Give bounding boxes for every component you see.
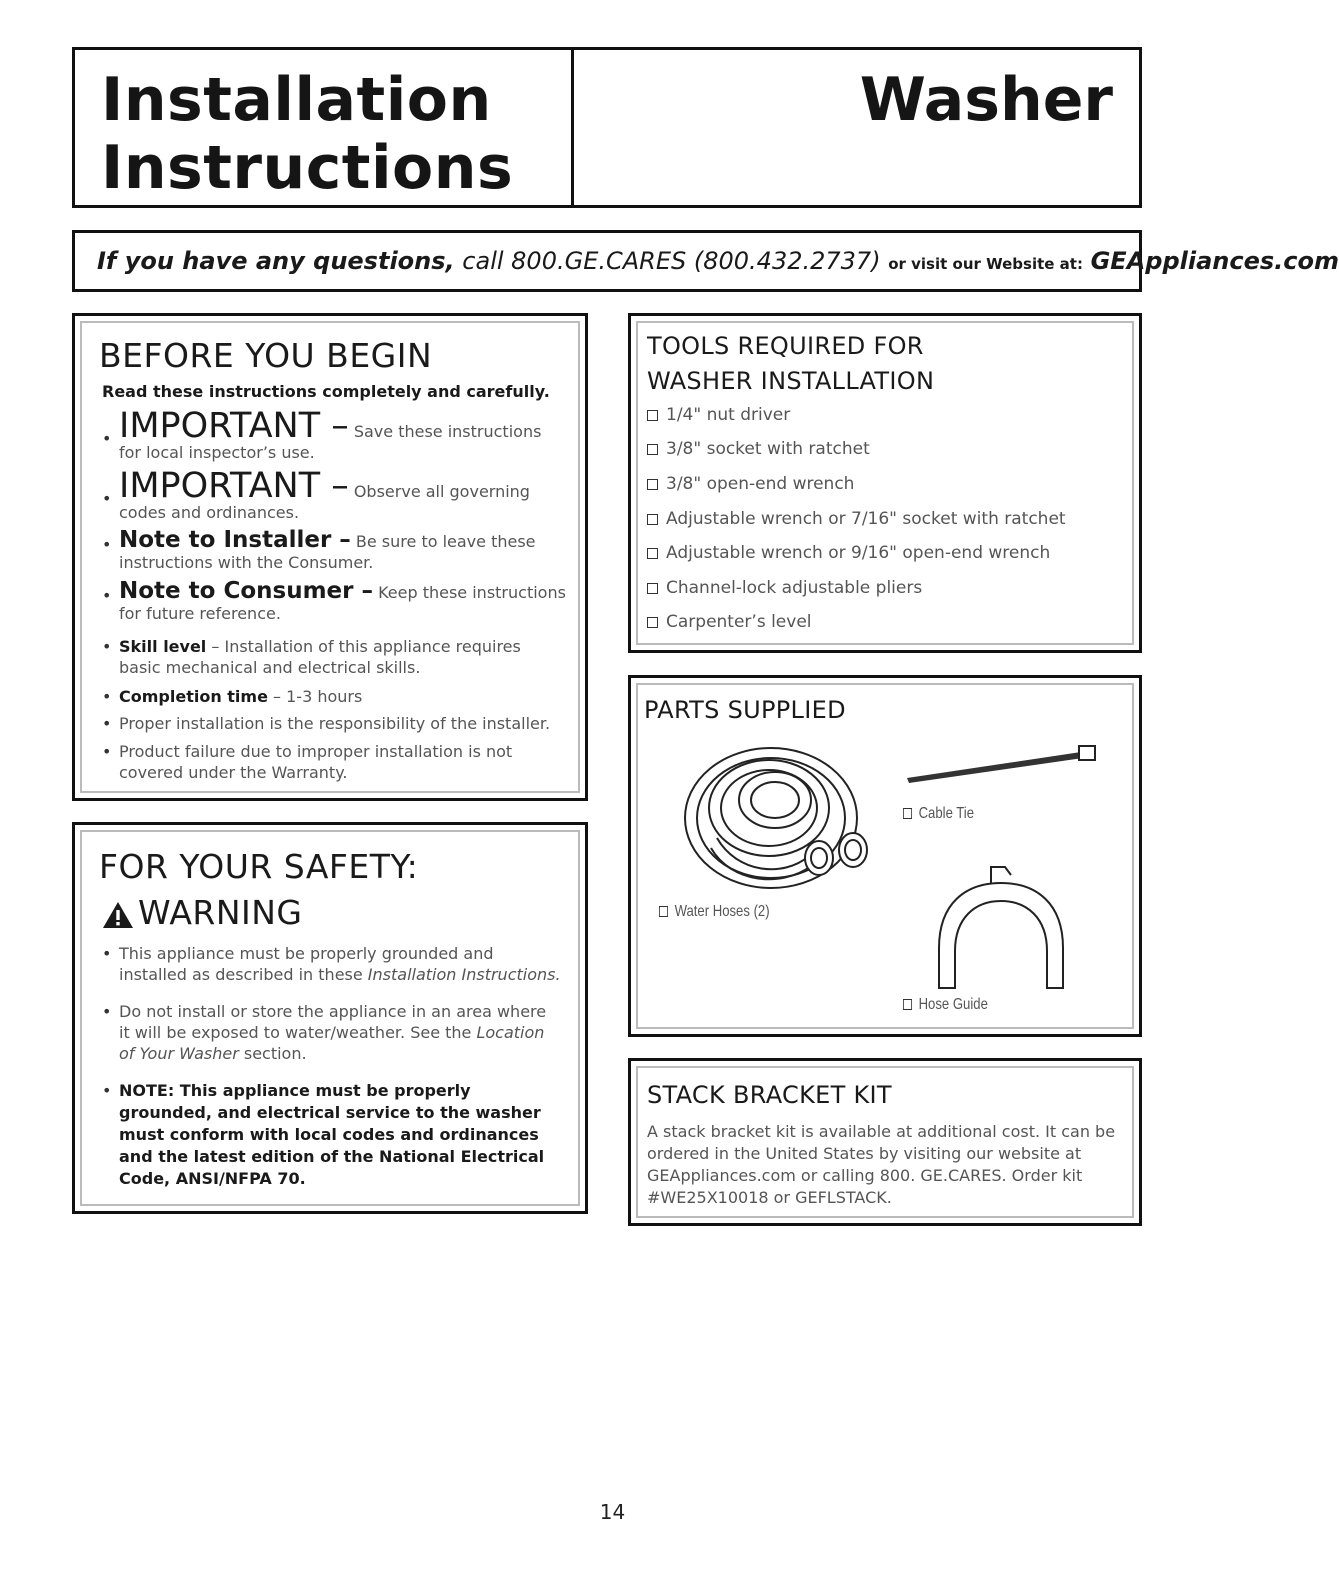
checkbox-icon (647, 410, 658, 421)
checkbox-icon (647, 514, 658, 525)
page-title: Installation Instructions (101, 65, 514, 203)
checkbox-icon (647, 617, 658, 628)
list-item: • Note to Consumer – Keep these instructions for future reference. (102, 578, 566, 623)
before-you-begin-panel (72, 313, 588, 801)
tools-heading-line-1: TOOLS REQUIRED FOR (647, 332, 924, 360)
list-item: • NOTE: This appliance must be properly grounded, and electrical service to the washer must conform with local codes and ordinances and the latest edition of the National Electrical Code, ANSI/NFPA 70. (102, 1080, 547, 1190)
product-box (571, 47, 1142, 208)
water-hoses-label: Water Hoses (2) (659, 903, 770, 921)
contact-visit: or visit our Website at: (888, 255, 1083, 273)
checkbox-icon (647, 548, 658, 559)
safety-note: NOTE: This appliance must be properly grounded, and electrical service to the washer must conform with local codes and ordinances and the latest edition of the National Electrical Code, ANSI/NFPA 70. (119, 1081, 545, 1188)
checkbox-icon (647, 583, 658, 594)
list-item: • This appliance must be properly grounded and installed as described in these Installation Instructions. (102, 944, 561, 984)
list-item: • Product failure due to improper installation is not covered under the Warranty. (102, 742, 513, 782)
checkbox-icon (903, 999, 912, 1010)
safety-panel (72, 822, 588, 1214)
contact-phone: call 800.GE.CARES (800.432.2737) (462, 247, 881, 275)
cable-tie-label: Cable Tie (903, 805, 974, 823)
stack-text: A stack bracket kit is available at additional cost. It can be ordered in the United States by visiting our website at GEAppliances.com or calling 800. GE.CARES. Order kit #WE25X10018 or GEFLSTACK. (647, 1122, 1116, 1207)
safety-heading: FOR YOUR SAFETY: (99, 847, 419, 886)
contact-banner (72, 230, 1339, 292)
list-item: • IMPORTANT – Save these instructions for local inspector’s use. (102, 406, 542, 462)
list-item: Carpenter’s level (647, 612, 812, 632)
list-item: • Completion time – 1-3 hours (102, 687, 363, 706)
checkbox-icon (647, 444, 658, 455)
warning-heading: WARNING (102, 893, 303, 932)
list-item: 3/8" socket with ratchet (647, 439, 870, 459)
list-item: Adjustable wrench or 9/16" open-end wrench (647, 543, 1050, 563)
list-item: • Do not install or store the appliance in an area where it will be exposed to water/weather. See the Location of Your Washer section. (102, 1002, 547, 1063)
parts-heading: PARTS SUPPLIED (644, 696, 846, 724)
contact-line (97, 247, 1339, 275)
cable-tie-icon (903, 738, 1103, 788)
warning-triangle-icon (102, 901, 134, 929)
list-item: Channel-lock adjustable pliers (647, 578, 922, 598)
tools-panel (628, 313, 1142, 653)
before-you-begin-heading: BEFORE YOU BEGIN (99, 336, 433, 375)
before-you-begin-intro: Read these instructions completely and carefully. (102, 382, 550, 401)
checkbox-icon (903, 808, 912, 819)
hose-guide-label: Hose Guide (903, 996, 988, 1014)
hose-guide-icon (931, 863, 1071, 993)
title-box (72, 47, 573, 208)
list-item: 3/8" open-end wrench (647, 474, 854, 494)
stack-heading: STACK BRACKET KIT (647, 1081, 892, 1109)
list-item: • Note to Installer – Be sure to leave these instructions with the Consumer. (102, 527, 536, 572)
contact-website: GEAppliances.com (1090, 247, 1339, 275)
list-item: • Proper installation is the responsibility of the installer. (102, 714, 551, 733)
water-hoses-icon (671, 738, 891, 918)
list-item: Adjustable wrench or 7/16" socket with ratchet (647, 509, 1066, 529)
parts-panel (628, 675, 1142, 1037)
checkbox-icon (659, 906, 668, 917)
list-item: 1/4" nut driver (647, 405, 790, 425)
page-number: 14 (599, 1500, 626, 1524)
product-title: Washer (859, 65, 1113, 135)
stack-bracket-panel (628, 1058, 1142, 1226)
contact-lead: If you have any questions, (97, 247, 455, 275)
checkbox-icon (647, 479, 658, 490)
tools-heading-line-2: WASHER INSTALLATION (647, 367, 935, 395)
list-item: • IMPORTANT – Observe all governing codes and ordinances. (102, 466, 530, 522)
list-item: • Skill level – Installation of this appliance requires basic mechanical and electrical skills. (102, 637, 521, 677)
